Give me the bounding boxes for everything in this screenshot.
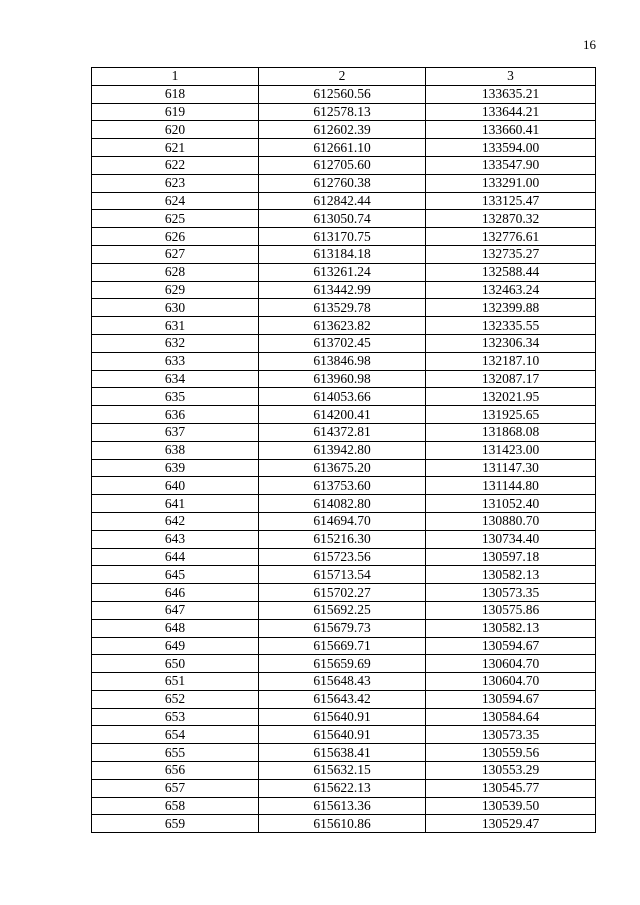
table-row — [92, 815, 596, 833]
table-row — [92, 85, 596, 103]
x-coordinate-cell: 615622.13 — [259, 779, 426, 797]
y-coordinate-cell: 130559.56 — [426, 744, 596, 762]
table-row — [92, 121, 596, 139]
table-body — [92, 85, 596, 832]
table-row — [92, 281, 596, 299]
y-coordinate-cell: 133594.00 — [426, 139, 596, 157]
point-number-cell: 646 — [92, 584, 259, 602]
table-row — [92, 708, 596, 726]
y-coordinate-cell: 131868.08 — [426, 423, 596, 441]
y-coordinate-cell: 130597.18 — [426, 548, 596, 566]
y-coordinate-cell: 132776.61 — [426, 228, 596, 246]
x-coordinate-cell: 613753.60 — [259, 477, 426, 495]
point-number-cell: 628 — [92, 263, 259, 281]
table-row — [92, 495, 596, 513]
point-number-cell: 619 — [92, 103, 259, 121]
point-number-cell: 648 — [92, 619, 259, 637]
x-coordinate-cell: 612760.38 — [259, 174, 426, 192]
x-coordinate-cell: 614200.41 — [259, 406, 426, 424]
point-number-cell: 635 — [92, 388, 259, 406]
x-coordinate-cell: 613623.82 — [259, 317, 426, 335]
point-number-cell: 645 — [92, 566, 259, 584]
y-coordinate-cell: 130539.50 — [426, 797, 596, 815]
y-coordinate-cell: 132463.24 — [426, 281, 596, 299]
table-row — [92, 619, 596, 637]
x-coordinate-cell: 615638.41 — [259, 744, 426, 762]
table-row — [92, 566, 596, 584]
y-coordinate-cell: 133291.00 — [426, 174, 596, 192]
point-number-cell: 643 — [92, 530, 259, 548]
table-row — [92, 228, 596, 246]
y-coordinate-cell: 132588.44 — [426, 263, 596, 281]
point-number-cell: 657 — [92, 779, 259, 797]
point-number-cell: 654 — [92, 726, 259, 744]
y-coordinate-cell: 132399.88 — [426, 299, 596, 317]
x-coordinate-cell: 614053.66 — [259, 388, 426, 406]
table-row — [92, 601, 596, 619]
x-coordinate-cell: 615648.43 — [259, 673, 426, 691]
y-coordinate-cell: 131423.00 — [426, 441, 596, 459]
y-coordinate-cell: 133635.21 — [426, 85, 596, 103]
table-row — [92, 334, 596, 352]
table-row — [92, 655, 596, 673]
point-number-cell: 633 — [92, 352, 259, 370]
table-row — [92, 548, 596, 566]
table-row — [92, 530, 596, 548]
y-coordinate-cell: 130553.29 — [426, 762, 596, 780]
y-coordinate-cell: 130604.70 — [426, 655, 596, 673]
y-coordinate-cell: 132187.10 — [426, 352, 596, 370]
y-coordinate-cell: 130573.35 — [426, 584, 596, 602]
table-row — [92, 388, 596, 406]
x-coordinate-cell: 613846.98 — [259, 352, 426, 370]
x-coordinate-cell: 613960.98 — [259, 370, 426, 388]
y-coordinate-cell: 130880.70 — [426, 512, 596, 530]
point-number-cell: 649 — [92, 637, 259, 655]
y-coordinate-cell: 130734.40 — [426, 530, 596, 548]
x-coordinate-cell: 612842.44 — [259, 192, 426, 210]
point-number-cell: 644 — [92, 548, 259, 566]
x-coordinate-cell: 613942.80 — [259, 441, 426, 459]
table-row — [92, 584, 596, 602]
y-coordinate-cell: 132021.95 — [426, 388, 596, 406]
point-number-cell: 618 — [92, 85, 259, 103]
point-number-cell: 650 — [92, 655, 259, 673]
point-number-cell: 656 — [92, 762, 259, 780]
table-row — [92, 690, 596, 708]
x-coordinate-cell: 613702.45 — [259, 334, 426, 352]
y-coordinate-cell: 132735.27 — [426, 245, 596, 263]
point-number-cell: 627 — [92, 245, 259, 263]
x-coordinate-cell: 615216.30 — [259, 530, 426, 548]
y-coordinate-cell: 130582.13 — [426, 619, 596, 637]
y-coordinate-cell: 131144.80 — [426, 477, 596, 495]
point-number-cell: 630 — [92, 299, 259, 317]
table-row — [92, 245, 596, 263]
y-coordinate-cell: 132087.17 — [426, 370, 596, 388]
y-coordinate-cell: 130594.67 — [426, 690, 596, 708]
table-row — [92, 797, 596, 815]
x-coordinate-cell: 612602.39 — [259, 121, 426, 139]
table-header-row — [92, 68, 596, 86]
x-coordinate-cell: 615723.56 — [259, 548, 426, 566]
y-coordinate-cell: 130573.35 — [426, 726, 596, 744]
y-coordinate-cell: 131925.65 — [426, 406, 596, 424]
point-number-cell: 624 — [92, 192, 259, 210]
table-row — [92, 370, 596, 388]
point-number-cell: 622 — [92, 156, 259, 174]
point-number-cell: 626 — [92, 228, 259, 246]
y-coordinate-cell: 132306.34 — [426, 334, 596, 352]
x-coordinate-cell: 613184.18 — [259, 245, 426, 263]
table-row — [92, 299, 596, 317]
table-row — [92, 139, 596, 157]
point-number-cell: 647 — [92, 601, 259, 619]
table-row — [92, 210, 596, 228]
point-number-cell: 655 — [92, 744, 259, 762]
point-number-cell: 629 — [92, 281, 259, 299]
y-coordinate-cell: 130545.77 — [426, 779, 596, 797]
x-coordinate-cell: 615610.86 — [259, 815, 426, 833]
point-number-cell: 621 — [92, 139, 259, 157]
column-header: 1 — [92, 68, 259, 86]
table-row — [92, 477, 596, 495]
table-row — [92, 192, 596, 210]
y-coordinate-cell: 130584.64 — [426, 708, 596, 726]
table-row — [92, 174, 596, 192]
point-number-cell: 625 — [92, 210, 259, 228]
x-coordinate-cell: 615679.73 — [259, 619, 426, 637]
y-coordinate-cell: 132335.55 — [426, 317, 596, 335]
point-number-cell: 640 — [92, 477, 259, 495]
x-coordinate-cell: 615613.36 — [259, 797, 426, 815]
x-coordinate-cell: 613529.78 — [259, 299, 426, 317]
x-coordinate-cell: 615692.25 — [259, 601, 426, 619]
x-coordinate-cell: 613050.74 — [259, 210, 426, 228]
x-coordinate-cell: 614082.80 — [259, 495, 426, 513]
x-coordinate-cell: 612661.10 — [259, 139, 426, 157]
table-row — [92, 459, 596, 477]
y-coordinate-cell: 132870.32 — [426, 210, 596, 228]
column-header: 2 — [259, 68, 426, 86]
point-number-cell: 642 — [92, 512, 259, 530]
x-coordinate-cell: 615669.71 — [259, 637, 426, 655]
point-number-cell: 637 — [92, 423, 259, 441]
x-coordinate-cell: 615632.15 — [259, 762, 426, 780]
table-row — [92, 726, 596, 744]
y-coordinate-cell: 133644.21 — [426, 103, 596, 121]
table-row — [92, 673, 596, 691]
table-row — [92, 423, 596, 441]
table-row — [92, 317, 596, 335]
point-number-cell: 653 — [92, 708, 259, 726]
x-coordinate-cell: 615643.42 — [259, 690, 426, 708]
coordinates-table — [91, 67, 596, 833]
x-coordinate-cell: 615702.27 — [259, 584, 426, 602]
table-row — [92, 744, 596, 762]
point-number-cell: 632 — [92, 334, 259, 352]
y-coordinate-cell: 131147.30 — [426, 459, 596, 477]
point-number-cell: 651 — [92, 673, 259, 691]
x-coordinate-cell: 613675.20 — [259, 459, 426, 477]
x-coordinate-cell: 612578.13 — [259, 103, 426, 121]
table-row — [92, 512, 596, 530]
column-header: 3 — [426, 68, 596, 86]
y-coordinate-cell: 131052.40 — [426, 495, 596, 513]
y-coordinate-cell: 130582.13 — [426, 566, 596, 584]
table-row — [92, 352, 596, 370]
table-row — [92, 156, 596, 174]
x-coordinate-cell: 614372.81 — [259, 423, 426, 441]
point-number-cell: 638 — [92, 441, 259, 459]
y-coordinate-cell: 130575.86 — [426, 601, 596, 619]
point-number-cell: 623 — [92, 174, 259, 192]
page-number: 16 — [583, 37, 596, 52]
table-row — [92, 103, 596, 121]
table-row — [92, 637, 596, 655]
x-coordinate-cell: 612560.56 — [259, 85, 426, 103]
point-number-cell: 620 — [92, 121, 259, 139]
table-row — [92, 406, 596, 424]
y-coordinate-cell: 130594.67 — [426, 637, 596, 655]
point-number-cell: 631 — [92, 317, 259, 335]
x-coordinate-cell: 613170.75 — [259, 228, 426, 246]
point-number-cell: 634 — [92, 370, 259, 388]
x-coordinate-cell: 615659.69 — [259, 655, 426, 673]
point-number-cell: 639 — [92, 459, 259, 477]
point-number-cell: 652 — [92, 690, 259, 708]
y-coordinate-cell: 133125.47 — [426, 192, 596, 210]
y-coordinate-cell: 133547.90 — [426, 156, 596, 174]
x-coordinate-cell: 612705.60 — [259, 156, 426, 174]
x-coordinate-cell: 613442.99 — [259, 281, 426, 299]
point-number-cell: 641 — [92, 495, 259, 513]
x-coordinate-cell: 613261.24 — [259, 263, 426, 281]
y-coordinate-cell: 130529.47 — [426, 815, 596, 833]
table-row — [92, 779, 596, 797]
point-number-cell: 658 — [92, 797, 259, 815]
table-row — [92, 263, 596, 281]
y-coordinate-cell: 130604.70 — [426, 673, 596, 691]
y-coordinate-cell: 133660.41 — [426, 121, 596, 139]
x-coordinate-cell: 614694.70 — [259, 512, 426, 530]
x-coordinate-cell: 615713.54 — [259, 566, 426, 584]
table-row — [92, 441, 596, 459]
x-coordinate-cell: 615640.91 — [259, 708, 426, 726]
point-number-cell: 659 — [92, 815, 259, 833]
x-coordinate-cell: 615640.91 — [259, 726, 426, 744]
table-row — [92, 762, 596, 780]
point-number-cell: 636 — [92, 406, 259, 424]
